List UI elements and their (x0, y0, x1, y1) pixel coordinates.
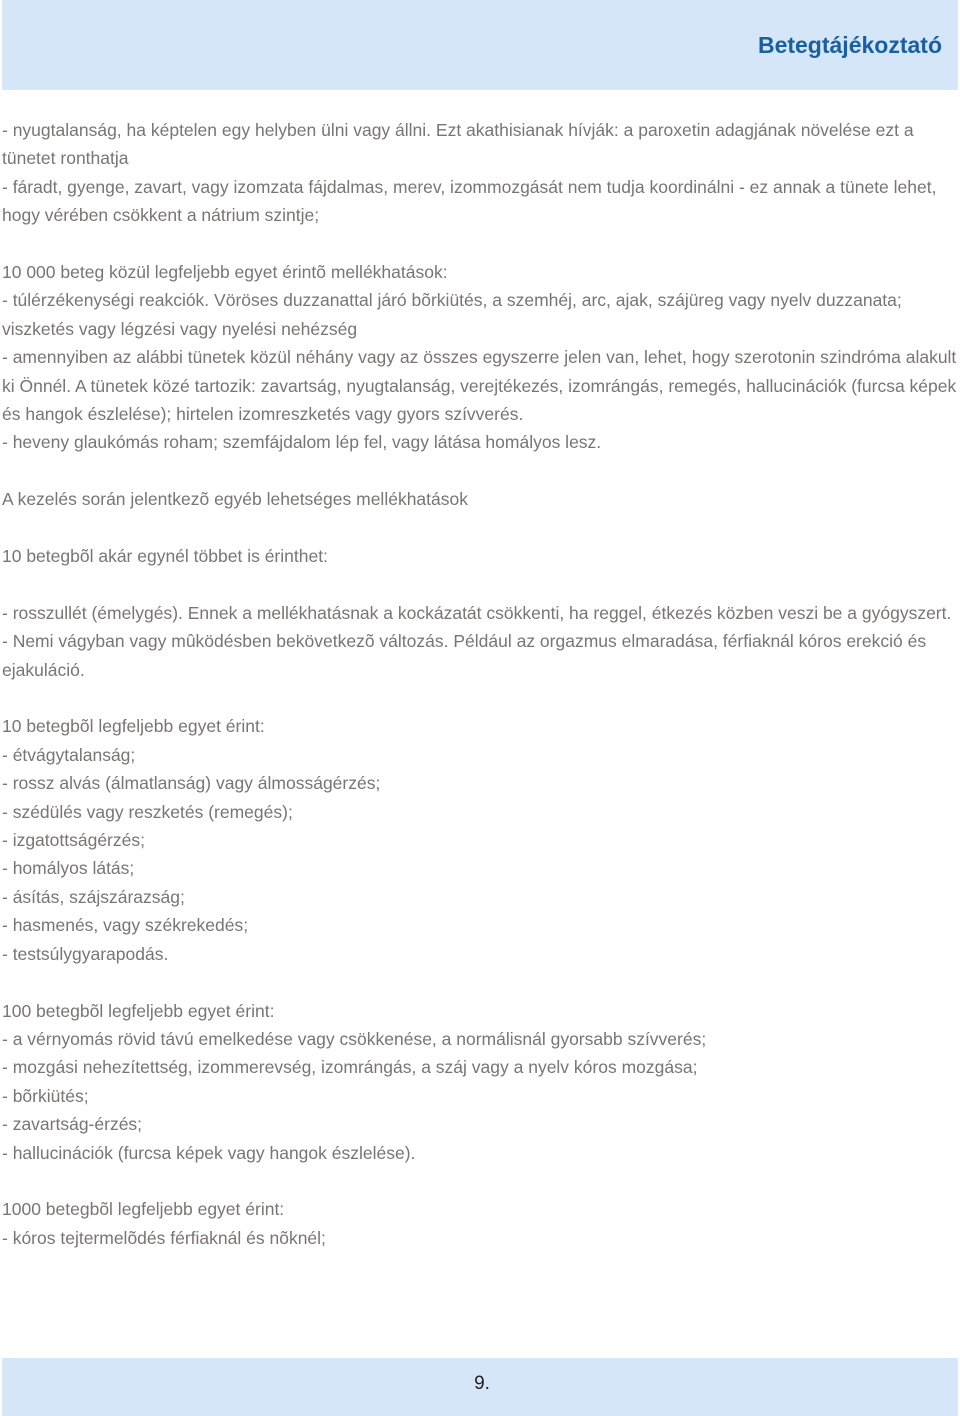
section-heading-other-effects: A kezelés során jelentkezõ egyéb lehetséges mellékhatások (2, 489, 468, 510)
list-item: - izgatottságérzés; (2, 830, 145, 851)
page-number: 9. (474, 1373, 490, 1394)
paragraph-sodium: - fáradt, gyenge, zavart, vagy izomzata fájdalmas, merev, izommozgását nem tudja koordinálni - ez annak a tünete lehet, hogy vérében csökkent a nátrium szintje; (2, 176, 937, 226)
paragraph-akathisia: - nyugtalanság, ha képtelen egy helyben ülni vagy állni. Ezt akathisianak hívják: a paroxetin adagjának növelése ezt a tünetet ronthatja (2, 120, 914, 169)
paragraph-nausea: - rosszullét (émelygés). Ennek a mellékhatásnak a kockázatát csökkenti, ha reggel, étkezés közben veszi be a gyógyszert. (2, 602, 952, 623)
section-heading-common: 10 betegbõl legfeljebb egyet érint: (2, 716, 265, 737)
paragraph-glaucoma: - heveny glaukómás roham; szemfájdalom lép fel, vagy látása homályos lesz. (2, 432, 602, 453)
list-item: - rossz alvás (álmatlanság) vagy álmosságérzés; (2, 773, 381, 794)
section-heading-very-common: 10 betegbõl akár egynél többet is érinthet: (2, 546, 328, 567)
spacer (2, 514, 958, 542)
spacer (2, 570, 958, 598)
paragraph-hypersensitivity: - túlérzékenységi reakciók. Vöröses duzzanattal járó bõrkiütés, a szemhéj, arc, ajak, szájüreg vagy nyelv duzzanata; viszketés vagy légzési vagy nyelési nehézség (2, 290, 902, 339)
spacer (2, 230, 958, 258)
spacer (2, 457, 958, 485)
list-item: - testsúlygyarapodás. (2, 943, 169, 964)
list-item: - bõrkiütés; (2, 1085, 89, 1106)
list-item: - kóros tejtermelõdés férfiaknál és nõknél; (2, 1227, 326, 1248)
list-item: - zavartság-érzés; (2, 1114, 143, 1135)
section-heading-10000: 10 000 beteg közül legfeljebb egyet érintõ mellékhatások: (2, 262, 448, 283)
list-item: - hasmenés, vagy székrekedés; (2, 915, 249, 936)
paragraph-sexual-function: - Nemi vágyban vagy mûködésben bekövetkezõ változás. Például az orgazmus elmaradása, férfiaknál kóros erekció és ejakuláció. (2, 631, 927, 680)
spacer (2, 968, 958, 996)
paragraph-serotonin-syndrome: - amennyiben az alábbi tünetek közül néhány vagy az összes egyszerre jelen van, lehet, hogy szerotonin szindróma alakult ki Önnél. A tünetek közé tartozik: zavartság, nyugtalanság, verejtékezés, izomrángás, remegés, hallucinációk (furcsa képek és hangok észlelése); hirtelen izomreszketés vagy gyors szívverés. (2, 347, 957, 425)
list-item: - mozgási nehezítettség, izommerevség, izomrángás, a száj vagy a nyelv kóros mozgása; (2, 1057, 698, 1078)
header-band (2, 0, 958, 90)
document-title: Betegtájékoztató (757, 32, 942, 58)
list-item: - szédülés vagy reszketés (remegés); (2, 801, 293, 822)
list-item: - a vérnyomás rövid távú emelkedése vagy csökkenése, a normálisnál gyorsabb szívverés; (2, 1028, 707, 1049)
spacer (2, 1167, 958, 1195)
list-item: - étvágytalanság; (2, 744, 136, 765)
section-heading-uncommon: 100 betegbõl legfeljebb egyet érint: (2, 1000, 275, 1021)
leaflet-body (2, 116, 958, 1252)
spacer (2, 684, 958, 712)
section-heading-rare: 1000 betegbõl legfeljebb egyet érint: (2, 1199, 285, 1220)
list-item: - homályos látás; (2, 858, 135, 879)
list-item: - hallucinációk (furcsa képek vagy hangok észlelése). (2, 1142, 416, 1163)
footer-band (2, 1358, 958, 1416)
list-item: - ásítás, szájszárazság; (2, 886, 185, 907)
